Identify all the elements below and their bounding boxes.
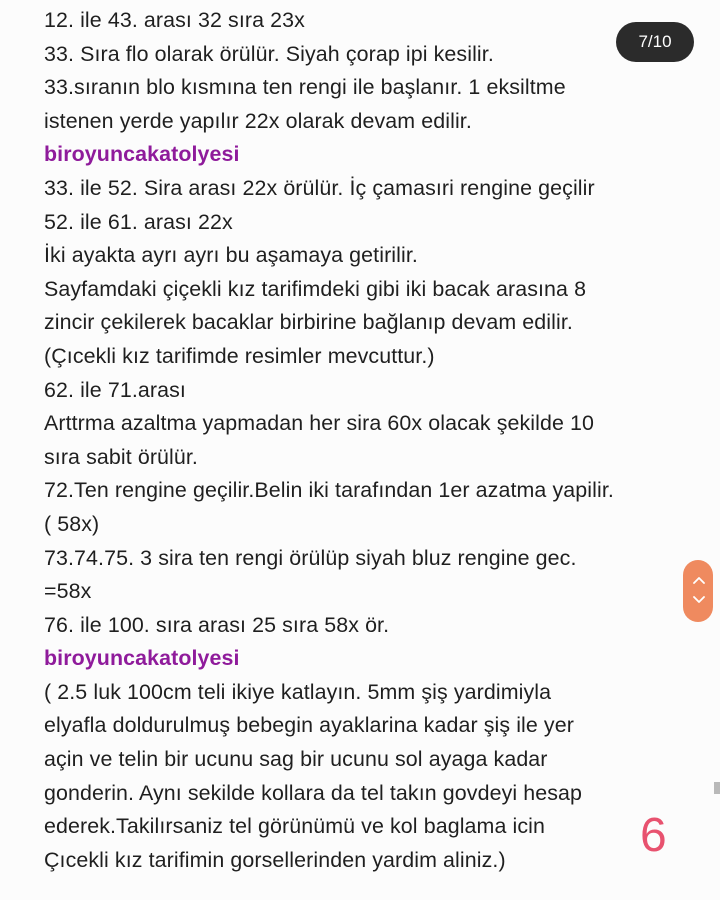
recipe-line: açin ve telin bir ucunu sag bir ucunu sol ayaga kadar [44,747,548,772]
recipe-line: ( 58x) [44,511,100,536]
recipe-line: 33. ile 52. Sira arası 22x örülür. İç çamasıri rengine geçilir [44,175,595,200]
recipe-line: 33.sıranın blo kısmına ten rengi ile başlanır. 1 eksiltme [44,75,566,100]
edge-marker [714,782,720,794]
scroll-control[interactable] [683,560,713,622]
recipe-line: zincir çekilerek bacaklar birbirine bağlanıp devam edilir. [44,310,573,335]
brand-watermark: biroyuncakatolyesi [44,646,240,671]
recipe-line: 62. ile 71.arası [44,377,186,402]
recipe-line: (Çıcekli kız tarifimde resimler mevcuttur.) [44,343,435,368]
recipe-line: ( 2.5 luk 100cm teli ikiye katlayın. 5mm şiş yardimiyla [44,679,552,704]
recipe-line: 76. ile 100. sıra arası 25 sıra 58x ör. [44,612,390,637]
page-number: 6 [640,809,667,862]
recipe-line: Arttrma azaltma yapmadan her sira 60x olacak şekilde 10 [44,411,595,436]
recipe-line: gonderin. Aynı sekilde kollara da tel takın govdeyi hesap [44,780,583,805]
recipe-line: Çıcekli kız tarifimin gorsellerinden yardim aliniz.) [44,847,506,872]
recipe-line: =58x [44,579,92,604]
recipe-line: sıra sabit örülür. [44,444,198,469]
chevron-down-icon[interactable] [693,596,703,606]
recipe-line: Sayfamdaki çiçekli kız tarifimdeki gibi iki bacak arasına 8 [44,276,587,301]
recipe-line: 72.Ten rengine geçilir.Belin iki tarafından 1er azatma yapilir. [44,478,614,503]
recipe-text [44,4,704,877]
recipe-line: 12. ile 43. arası 32 sıra 23x [44,8,305,32]
recipe-line: 52. ile 61. arası 22x [44,209,233,234]
recipe-line: elyafla doldurulmuş bebegin ayaklarina kadar şiş ile yer [44,713,574,738]
recipe-line: 73.74.75. 3 sira ten rengi örülüp siyah bluz rengine gec. [44,545,577,570]
recipe-line: İki ayakta ayrı ayrı bu aşamaya getirilir. [44,243,418,268]
brand-watermark: biroyuncakatolyesi [44,142,240,167]
recipe-line: ederek.Takilırsaniz tel görünümü ve kol baglama icin [44,814,545,839]
chevron-up-icon[interactable] [693,576,703,586]
recipe-line: istenen yerde yapılır 22x olarak devam edilir. [44,108,472,133]
recipe-line: 33. Sıra flo olarak örülür. Siyah çorap ipi kesilir. [44,41,494,66]
page-indicator: 7/10 [616,22,694,62]
